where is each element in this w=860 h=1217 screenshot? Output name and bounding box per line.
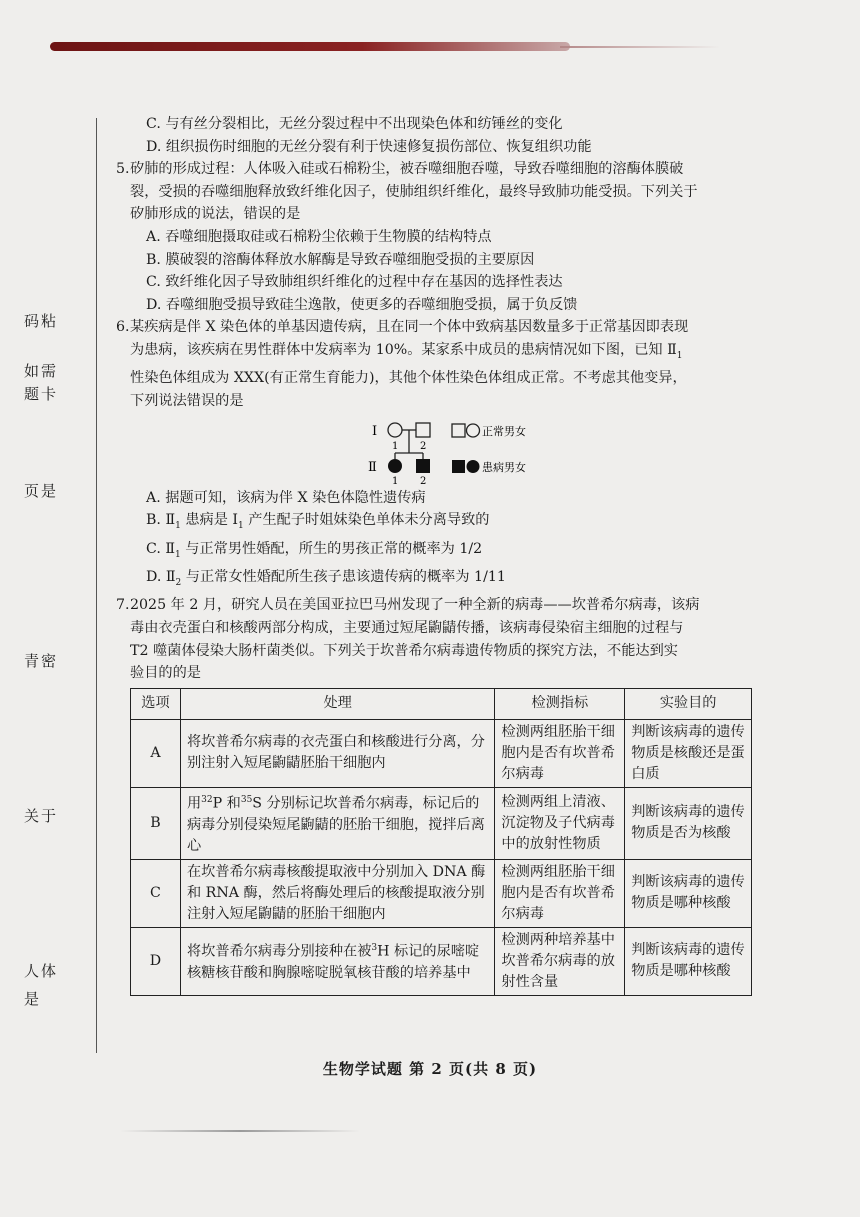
side-margin-text: 人体 [24,962,59,980]
side-margin-text: 青密 [24,652,59,670]
indicator-cell: 检测两种培养基中坎普希尔病毒的放射性含量 [495,927,625,995]
superscript: 35 [240,794,253,805]
table-row [131,719,752,787]
purpose-cell: 判断该病毒的遗传物质是否为核酸 [625,787,752,859]
option-text: C. Ⅱ [146,540,176,557]
q5-option-b: B. 膜破裂的溶酶体释放水解酶是导致吞噬细胞受损的主要原因 [146,251,535,268]
cell-text: S 分别标记坎普希尔病毒，标记后的病毒分别侵染短尾鼩鼱的胚胎干细胞，搅拌后离心 [186,795,485,854]
indicator-cell: 检测两组上清液、沉淀物及子代病毒中的放射性物质 [495,787,625,859]
option-text: B. Ⅱ [146,512,176,529]
individual-number: 1 [392,475,399,487]
side-margin-text: 题卡 [24,385,59,403]
q6-option-c [130,538,760,566]
table-row [131,927,752,995]
q5-option-d: D. 吞噬细胞受损导致硅尘逸散，使更多的吞噬细胞受损，属于负反馈 [146,296,578,313]
option-text: 与正常女性婚配所生孩子患该遗传病的概率为 1/11 [181,568,506,585]
question-stem-line: 2025 年 2 月，研究人员在美国亚拉巴马州发现了一种全新的病毒——坎普希尔病毒，该病 [130,597,700,614]
q5-option-c: C. 致纤维化因子导致肺组织纤维化的过程中存在基因的选择性表达 [146,274,563,291]
cell-text: 将坎普希尔病毒分别接种在被 [186,943,372,960]
superscript: 3 [371,943,378,954]
generation-label: Ⅱ [368,459,377,475]
legend-male-normal [452,424,465,437]
question-stem-line: 矽肺的形成过程：人体吸入硅或石棉粉尘，被吞噬细胞吞噬，导致吞噬细胞的溶酶体膜破 [130,161,684,178]
purpose-cell: 判断该病毒的遗传物质是哪种核酸 [625,859,752,927]
question-stem-line: T2 噬菌体侵染大肠杆菌类似。下列关于坎普希尔病毒遗传物质的探究方法，不能达到实 [130,642,678,659]
option-text: 产生配子时姐妹染色单体未分离导致的 [243,512,490,529]
table-header: 选项 [131,688,181,719]
legend-female-normal [467,424,480,437]
table-row [131,787,752,859]
stem-text: 为患病，该疾病在男性群体中发病率为 10%。某家系中成员的患病情况如下图，已知 Ⅱ [130,341,677,358]
female-normal-symbol [388,423,402,437]
option-cell: C [131,859,181,927]
question-stem-line: 毒由衣壳蛋白和核酸两部分构成，主要通过短尾鼩鼱传播，该病毒侵染宿主细胞的过程与 [130,620,684,636]
option-cell: D [131,927,181,995]
page-footer: 生物学试题 第 2 页(共 8 页) [322,1060,538,1078]
individual-number: 2 [420,475,427,487]
individual-number: 2 [420,440,427,452]
table-header: 检测指标 [495,688,625,719]
legend-female-affected [467,460,480,473]
legend-label: 患病男女 [482,460,526,474]
indicator-cell: 检测两组胚胎干细胞内是否有坎普希尔病毒 [495,719,625,787]
question-stem-line: 性染色体组成为 XXX(有正常生育能力)，其他个体性染色体组成正常。不考虑其他变异， [130,370,687,387]
option-text: D. Ⅱ [146,568,176,585]
q5-option-a: A. 吞噬细胞摄取硅或石棉粉尘依赖于生物膜的结构特点 [146,228,492,245]
subscript: 1 [676,350,683,361]
margin-rule [96,118,97,1053]
subscript: 1 [238,520,244,531]
question-stem-line: 某疾病是伴 X 染色体的单基因遗传病，且在同一个体中致病基因数量多于正常基因即表现 [130,319,689,336]
question-7 [116,594,760,995]
cell-text: 用 [186,795,202,812]
question-6 [116,316,760,594]
question-stem-line: 裂，受损的吞噬细胞释放致纤维化因子，使肺组织纤维化，最终导致肺功能受损。下列关于 [130,183,698,200]
question-number: 6. [116,319,130,336]
cell-text: H 标记的尿嘧啶核糖核苷酸和胸腺嘧啶脱氧核苷酸的培养基中 [186,943,480,981]
table-header: 实验目的 [625,688,752,719]
question-content [116,113,760,996]
option-cell: A [131,719,181,787]
q4-option-d: D. 组织损伤时细胞的无丝分裂有利于快速修复损伤部位、恢复组织功能 [146,138,592,155]
treatment-cell: 将坎普希尔病毒的衣壳蛋白和核酸进行分离，分别注射入短尾鼩鼱胚胎干细胞内 [180,719,494,787]
female-affected-symbol [388,459,402,473]
q6-option-d [130,566,760,594]
table-header: 处理 [180,688,494,719]
subscript: 2 [175,577,182,588]
question-number: 7. [116,597,130,614]
question-5 [116,158,760,316]
side-margin-text: 关于 [24,807,59,825]
purpose-cell: 判断该病毒的遗传物质是哪种核酸 [625,927,752,995]
generation-label: Ⅰ [372,423,378,439]
indicator-cell: 检测两组胚胎干细胞内是否有坎普希尔病毒 [495,859,625,927]
treatment-cell: 在坎普希尔病毒核酸提取液中分别加入 DNA 酶和 RNA 酶，然后将酶处理后的核酸提取液分别注射入短尾鼩鼱的胚胎干细胞内 [180,859,494,927]
pedigree-svg [130,413,760,487]
table-row [131,859,752,927]
legend-male-affected [452,460,465,473]
side-margin-text: 码粘 [24,312,59,330]
q6-option-b [130,509,760,537]
side-margin-text: 页是 [24,482,59,500]
legend-label: 正常男女 [482,424,526,438]
q4-option-c: C. 与有丝分裂相比，无丝分裂过程中不出现染色体和纺锤丝的变化 [146,116,563,132]
side-margin-text: 是 [24,990,42,1008]
male-normal-symbol [416,423,430,437]
table-header-row [131,688,752,719]
subscript: 1 [175,549,181,560]
question-stem-line: 矽肺形成的说法，错误的是 [130,206,301,223]
options-table [130,688,752,996]
bottom-stroke [120,1130,360,1132]
male-affected-symbol [416,459,430,473]
subscript: 1 [175,520,181,531]
treatment-cell [180,787,494,859]
question-stem-line: 验目的的是 [130,665,201,682]
pedigree-diagram [130,413,760,487]
cell-text: P 和 [212,795,241,812]
question-stem-line: 下列说法错误的是 [130,392,244,409]
treatment-cell [180,927,494,995]
top-red-stroke [50,42,570,51]
purpose-cell: 判断该病毒的遗传物质是核酸还是蛋白质 [625,719,752,787]
question-number: 5. [116,161,130,178]
q6-option-a: A. 据题可知，该病为伴 X 染色体隐性遗传病 [146,489,426,506]
option-text: 患病是 Ⅰ [180,512,239,529]
individual-number: 1 [392,440,399,452]
top-stroke-tail [560,46,720,48]
side-margin-text: 如需 [24,362,59,380]
question-stem-line [130,339,760,367]
superscript: 32 [201,794,213,805]
option-text: 与正常男性婚配，所生的男孩正常的概率为 1/2 [180,540,483,557]
option-cell: B [131,787,181,859]
